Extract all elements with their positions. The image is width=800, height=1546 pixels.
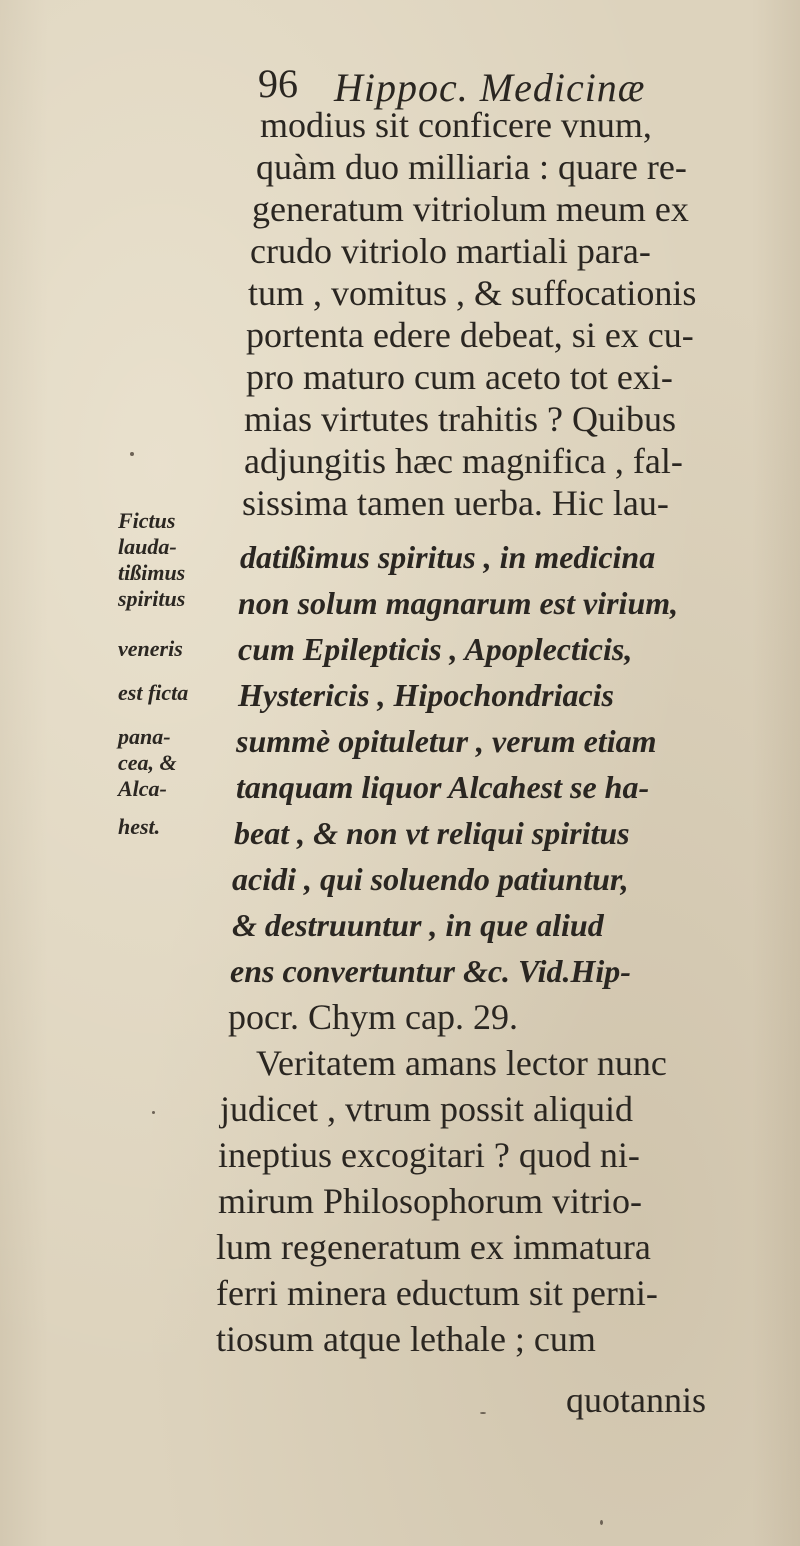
margin-note-line: hest. (118, 814, 161, 839)
running-title: Hippoc. Medicinæ (334, 65, 646, 110)
text-line: lum regeneratum ex immatura (216, 1227, 651, 1267)
text-line: & destruuntur , in que aliud (232, 907, 604, 943)
text-line: tanquam liquor Alcahest se ha- (236, 769, 650, 805)
text-line: ineptius excogitari ? quod ni- (218, 1135, 640, 1175)
paper-speck (480, 1412, 486, 1414)
text-line: generatum vitriolum meum ex (252, 189, 689, 229)
text-line: pocr. Chym cap. 29. (228, 997, 518, 1037)
margin-note-line: Alca- (118, 776, 167, 801)
text-line: crudo vitriolo martiali para- (250, 231, 651, 271)
margin-note-line: veneris (118, 636, 183, 661)
text-line: cum Epilepticis , Apoplecticis, (238, 631, 633, 667)
text-line: sissima tamen uerba. Hic lau- (242, 483, 669, 523)
page-number: 96 (258, 61, 298, 106)
text-line: Hystericis , Hipochondriacis (238, 677, 614, 713)
text-line: tum , vomitus , & suffocationis (248, 273, 697, 313)
margin-note-line: pana- (118, 724, 171, 749)
paper-speck (600, 1520, 603, 1525)
text-line: ferri minera eductum sit perni- (216, 1273, 658, 1313)
text-line: modius sit conficere vnum, (260, 105, 652, 145)
text-line: quàm duo milliaria : quare re- (256, 147, 687, 187)
text-line: judicet , vtrum possit aliquid (220, 1089, 633, 1129)
catchword: quotannis (566, 1380, 706, 1420)
text-line: mirum Philosophorum vitrio- (218, 1181, 643, 1221)
text-line: Veritatem amans lector nunc (256, 1043, 667, 1083)
margin-note-line: Fictus (118, 508, 176, 533)
margin-note-line: est ficta (118, 680, 189, 705)
margin-note-line: spiritus (118, 586, 186, 611)
text-line: non solum magnarum est virium, (238, 585, 679, 621)
text-line: portenta edere debeat, si ex cu- (246, 315, 694, 355)
text-line: mias virtutes trahitis ? Quibus (244, 399, 676, 439)
text-line: acidi , qui soluendo patiuntur, (232, 861, 629, 897)
margin-note-line: cea, & (118, 750, 177, 775)
text-line: summè opituletur , verum etiam (236, 723, 657, 759)
paper-speck (130, 452, 134, 456)
text-line: ens convertuntur &c. Vid.Hip- (230, 953, 631, 989)
text-line: beat , & non vt reliqui spiritus (234, 815, 630, 851)
margin-note-line: tißimus (118, 560, 186, 585)
margin-note-line: lauda- (118, 534, 177, 559)
text-line: adjungitis hæc magnifica , fal- (244, 441, 683, 481)
text-line: pro maturo cum aceto tot exi- (246, 357, 673, 397)
text-line: datißimus spiritus , in medicina (240, 539, 656, 575)
text-line: tiosum atque lethale ; cum (216, 1319, 596, 1359)
paper-speck (152, 1111, 155, 1114)
